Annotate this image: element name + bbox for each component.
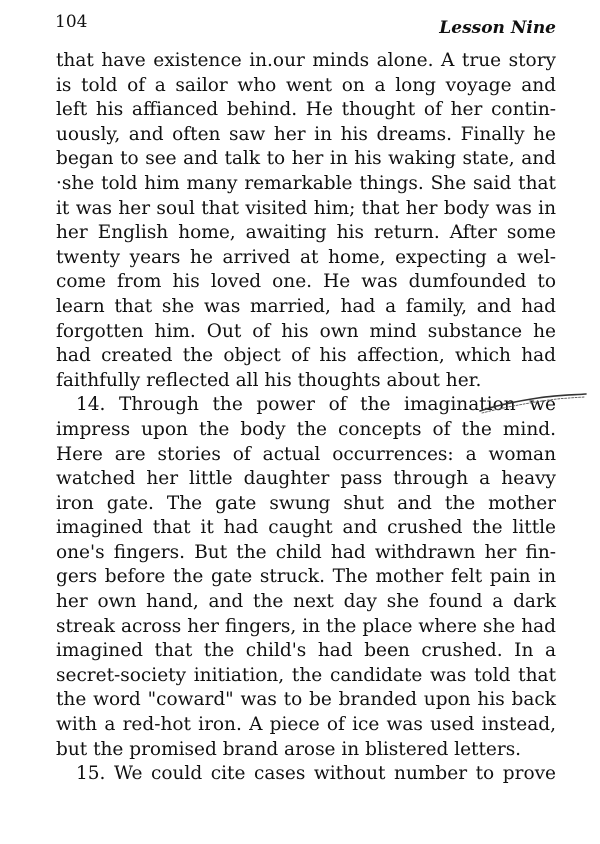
text-line: that have existence in.our minds alone. A true story [56, 50, 556, 71]
page-number: 104 [55, 12, 88, 32]
text-line: Here are stories of actual occurrences: a woman [56, 443, 556, 465]
text-line: gers before the gate struck. The mother felt pain in [56, 566, 556, 588]
pencil-underline-mark [478, 389, 588, 415]
text-line: learn that she was married, had a family, and had [56, 295, 556, 317]
text-line: began to see and talk to her in his waking state, and [56, 148, 556, 170]
text-line: uously, and often saw her in his dreams. Finally he [56, 123, 556, 145]
text-line: is told of a sailor who went on a long voyage and [56, 74, 556, 96]
text-line: her English home, awaiting his return. After some [56, 222, 556, 244]
body-text [56, 49, 556, 787]
text-line: imagined that the child's had been crushed. In a [56, 640, 556, 662]
paragraph-15-start: 15. We could cite cases without number to prove [76, 763, 556, 785]
text-line: come from his loved one. He was dumfounded to [56, 271, 556, 293]
text-line: streak across her fingers, in the place where she had [56, 615, 556, 637]
running-head: Lesson Nine [439, 18, 556, 38]
text-line: it was her soul that visited him; that her body was in [56, 197, 556, 219]
text-line: had created the object of his affection, which had [56, 345, 556, 367]
text-line: with a red-hot iron. A piece of ice was used instead, [56, 714, 556, 736]
text-line: watched her little daughter pass through a heavy [56, 468, 556, 490]
paragraph-14-start: 14. Through the power of the imagination we [76, 394, 556, 416]
text-line: impress upon the body the concepts of the mind. [56, 418, 556, 440]
text-line: iron gate. The gate swung shut and the mother [56, 492, 556, 514]
text-line: imagined that it had caught and crushed the little [56, 517, 556, 539]
text-line: twenty years he arrived at home, expecting a wel- [56, 246, 556, 268]
text-line: left his affianced behind. He thought of her contin- [56, 99, 556, 121]
text-line: one's fingers. But the child had withdrawn her fin- [56, 541, 556, 563]
text-line: secret-society initiation, the candidate was told that [56, 664, 556, 686]
text-line: ·she told him many remarkable things. She said that [56, 172, 556, 194]
paragraph-end-line: faithfully reflected all his thoughts about her. [56, 369, 482, 391]
paragraph-end-line: but the promised brand arose in blistered letters. [56, 738, 522, 760]
text-line: her own hand, and the next day she found a dark [56, 591, 556, 613]
text-line: the word "coward" was to be branded upon his back [56, 689, 556, 711]
text-line: forgotten him. Out of his own mind substance he [56, 320, 556, 342]
